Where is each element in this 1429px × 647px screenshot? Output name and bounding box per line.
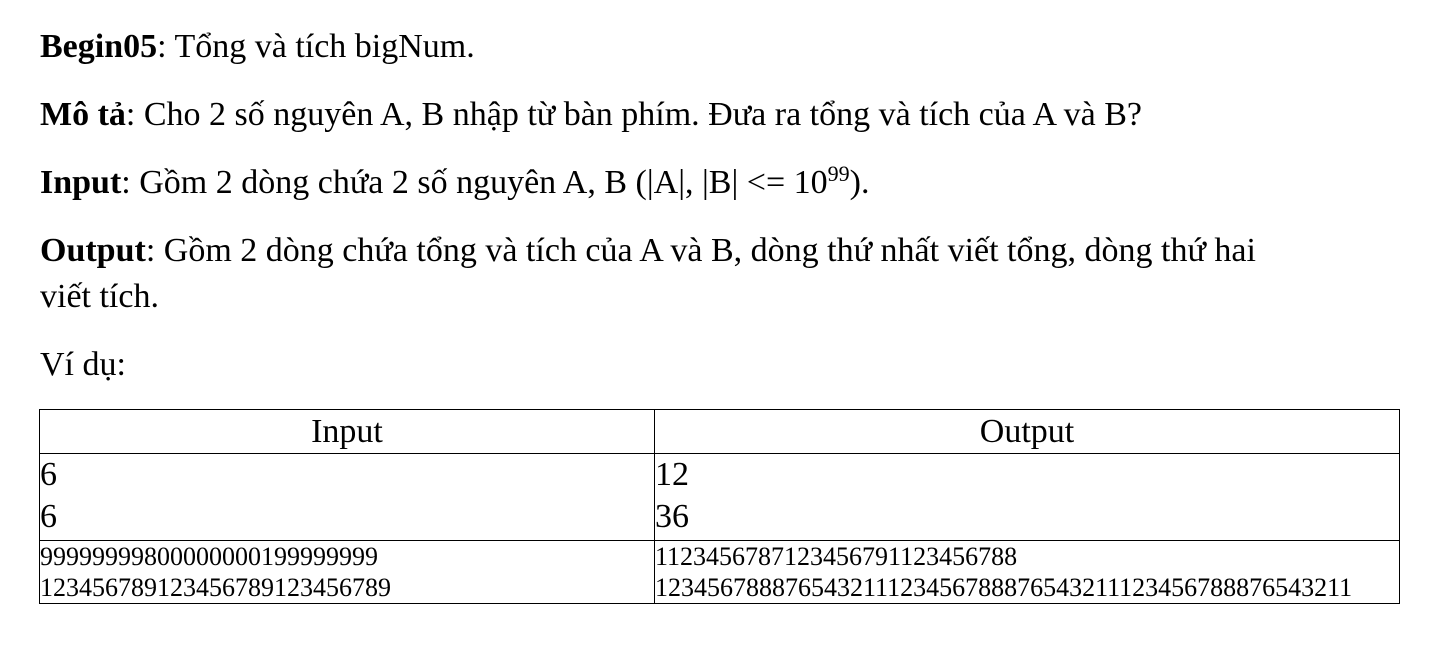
example-1-output <box>655 454 1400 541</box>
example-2-input-a: 99999999800000000199999999 <box>40 542 378 571</box>
problem-title-text: : Tổng và tích bigNum. <box>157 28 475 65</box>
output-spec-label: Output <box>40 232 146 269</box>
description-text: : Cho 2 số nguyên A, B nhập từ bàn phím. Đưa ra tổng và tích của A và B? <box>125 96 1143 133</box>
example-1-input <box>40 454 655 541</box>
example-label: Ví dụ: <box>40 346 126 383</box>
header-output: Output <box>655 410 1400 454</box>
input-spec-label: Input <box>40 164 122 201</box>
examples-table <box>39 409 1400 604</box>
problem-code: Begin05 <box>40 28 158 65</box>
output-spec <box>40 228 1256 274</box>
table-header-row <box>40 410 1400 454</box>
output-spec-text-line1: : Gồm 2 dòng chứa tổng và tích của A và B, dòng thứ nhất viết tổng, dòng thứ hai <box>145 232 1256 269</box>
example-1-output-product: 36 <box>655 498 689 535</box>
example-1-input-b: 6 <box>40 498 57 535</box>
example-2-output <box>655 541 1400 604</box>
description-label: Mô tả <box>40 96 126 133</box>
table-row <box>40 541 1400 604</box>
example-2-output-sum: 112345678712345679112345678​8 <box>655 542 1018 571</box>
header-input: Input <box>40 410 655 454</box>
output-spec-continuation: viết tích. <box>40 278 159 315</box>
input-spec-exponent: 99 <box>827 161 850 186</box>
input-spec <box>40 160 869 206</box>
description <box>40 92 1142 138</box>
input-spec-text: : Gồm 2 dòng chứa 2 số nguyên A, B (|A|, |B| <= 10 <box>121 164 828 201</box>
example-1-output-sum: 12 <box>655 456 689 493</box>
example-2-output-product: 1234567888765432111234567888765432111234567888765432​11 <box>655 573 1353 602</box>
problem-title <box>40 24 475 70</box>
example-1-input-a: 6 <box>40 456 57 493</box>
table-row <box>40 454 1400 541</box>
example-2-input-b: 123456789123456789123456789 <box>40 573 391 602</box>
input-spec-suffix: ). <box>849 164 870 201</box>
example-2-input <box>40 541 655 604</box>
